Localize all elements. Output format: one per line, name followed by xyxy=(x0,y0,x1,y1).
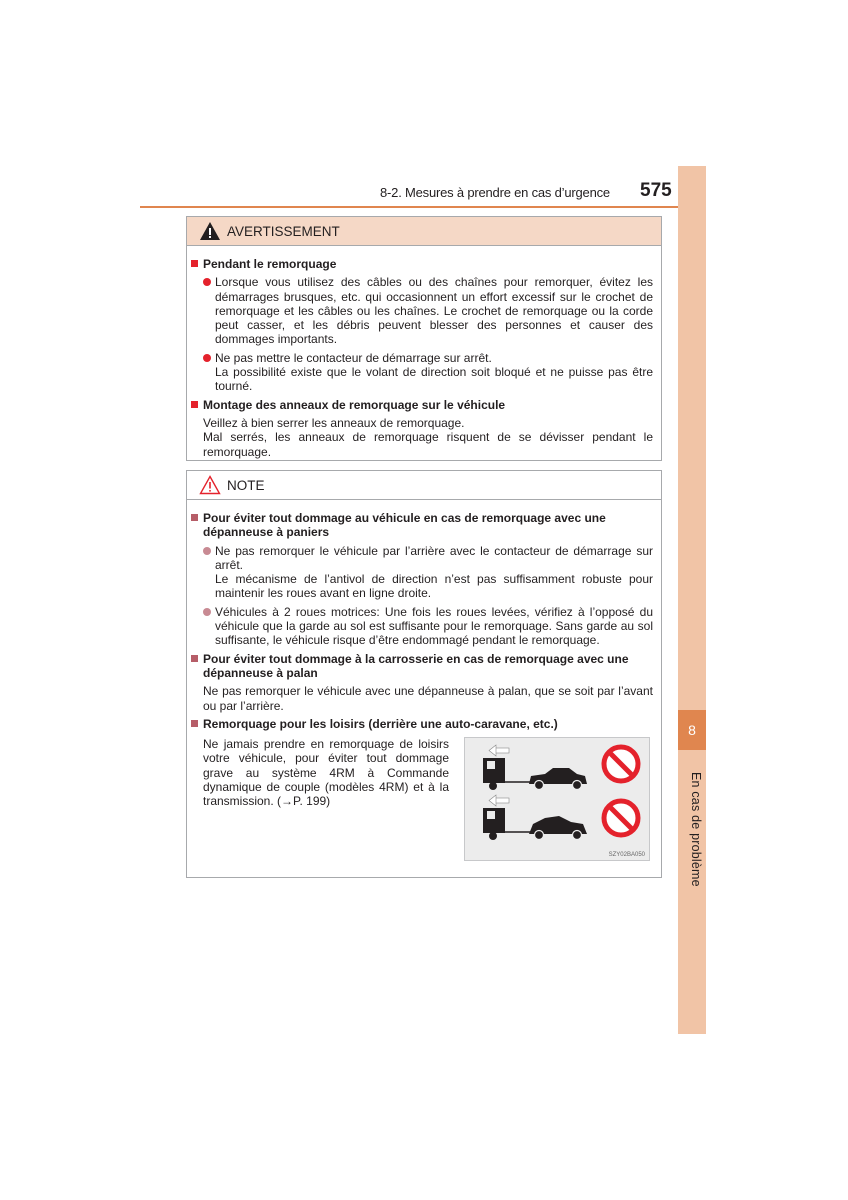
header-rule xyxy=(140,206,678,208)
list-item: Véhicules à 2 roues motrices: Une fois les roues levées, vérifiez à l’opposé du véhicule que la garde au sol est suffisante pour le remorquage. Sans garde au sol suffisante, le véhicule risque d’être endommagé pendant le remorquage. xyxy=(187,605,661,648)
section-heading: Remorquage pour les loisirs (derrière une auto-caravane, etc.) xyxy=(187,717,661,731)
list-item-continuation: La possibilité existe que le volant de direction soit bloqué et ne puisse pas être tourné. xyxy=(215,365,653,394)
warning-header xyxy=(187,217,661,246)
warning-triangle-icon xyxy=(199,221,221,241)
list-item: Ne pas mettre le contacteur de démarrage sur arrêt. xyxy=(187,351,661,365)
section-heading: Montage des anneaux de remorquage sur le véhicule xyxy=(187,398,661,412)
list-item: Lorsque vous utilisez des câbles ou des chaînes pour remorquer, évitez les démarrages brusques, etc. qui occasionnent un effort excessif sur le crochet de remorquage et les câbles ou les chaînes. Le crochet de remorquage ou la corde peut casser, et les débris peuvent blesser des personnes et causer des dommages importants. xyxy=(187,275,661,346)
paragraph: Ne pas remorquer le véhicule avec une dépanneuse à palan, que se soit par l’avant ou par l’arrière. xyxy=(203,684,653,713)
note-triangle-icon xyxy=(199,475,221,495)
note-header xyxy=(187,471,661,500)
paragraph: Ne jamais prendre en remorquage de loisirs votre véhicule, pour éviter tout dommage grave au système 4RM à Commande dynamique de couple (modèles 4RM) et à la transmission. (→P. 199) xyxy=(203,737,449,809)
chapter-side-tab xyxy=(678,166,706,1034)
section-heading: Pour éviter tout dommage au véhicule en cas de remorquage avec une dépanneuse à paniers xyxy=(187,511,661,540)
list-item-continuation: Le mécanisme de l’antivol de direction n’est pas suffisamment robuste pour maintenir les roues avant en ligne droite. xyxy=(215,572,653,601)
paragraph: Veillez à bien serrer les anneaux de remorquage. xyxy=(203,415,465,430)
list-item: Ne pas remorquer le véhicule par l’arrière avec le contacteur de démarrage sur arrêt. xyxy=(187,544,661,573)
warning-title: AVERTISSEMENT xyxy=(227,223,340,239)
arrow-left-icon xyxy=(489,745,509,756)
section-heading: Pendant le remorquage xyxy=(187,257,661,271)
note-box xyxy=(186,470,662,878)
paragraph: Mal serrés, les anneaux de remorquage risquent de se dévisser pendant le remorquage. xyxy=(203,430,653,459)
caravan-icon xyxy=(483,808,531,840)
car-icon xyxy=(529,816,587,840)
caravan-icon xyxy=(483,758,531,790)
towing-illustration xyxy=(464,737,650,861)
page-number: 575 xyxy=(640,180,672,201)
section-title: 8-2. Mesures à prendre en cas d’urgence xyxy=(380,185,610,200)
prohibited-icon xyxy=(604,747,638,781)
arrow-left-icon xyxy=(489,795,509,806)
section-heading: Pour éviter tout dommage à la carrosserie en cas de remorquage avec une dépanneuse à palan xyxy=(187,652,661,681)
illustration-code: SZY02BA050 xyxy=(608,852,645,859)
warning-box xyxy=(186,216,662,461)
chapter-title: En cas de problème xyxy=(689,772,703,887)
note-title: NOTE xyxy=(227,477,265,493)
car-icon xyxy=(529,768,587,790)
chapter-number: 8 xyxy=(678,710,706,750)
prohibited-icon xyxy=(604,801,638,835)
